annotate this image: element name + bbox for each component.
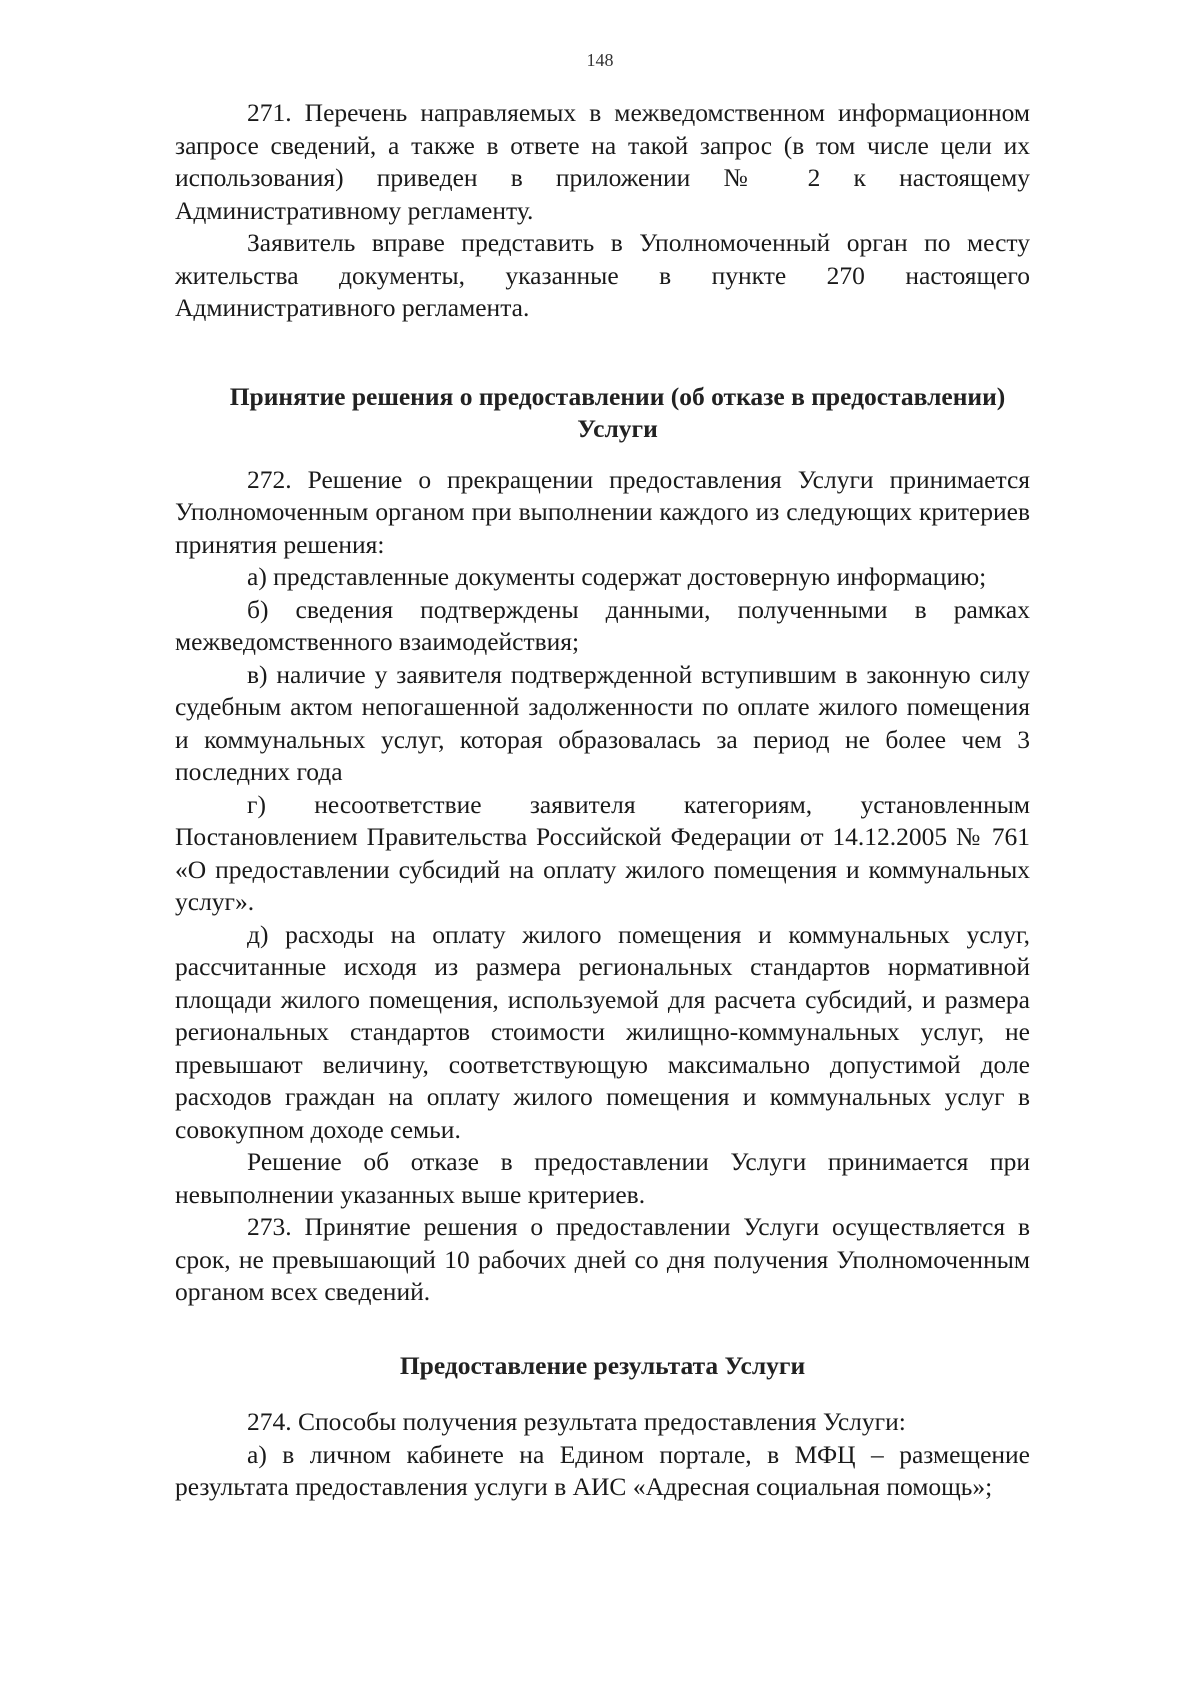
paragraph-refusal: Решение об отказе в предоставлении Услуги принимается при невыполнении указанных выше критериев. [175, 1147, 1030, 1209]
section-heading-decision: Принятие решения о предоставлении (об отказе в предоставлении) Услуги [229, 381, 1006, 443]
criterion-d: д) расходы на оплату жилого помещения и коммунальных услуг, рассчитанные исходя из размера региональных стандартов нормативной площади жилого помещения, используемой для расчета субсидий, и размера региональных стандартов стоимости жилищно-коммунальных услуг, не превышают величину, соответствующую максимально допустимой доле расходов граждан на оплату жилого помещения и коммунальных услуг в совокупном доходе семьи. [175, 919, 1030, 1144]
paragraph-applicant-right: Заявитель вправе представить в Уполномоченный орган по месту жительства документы, указанные в пункте 270 настоящего Административного регламента. [175, 228, 1030, 322]
paragraph-272: 272. Решение о прекращении предоставления Услуги принимается Уполномоченным органом при выполнении каждого из следующих критериев принятия решения: [175, 464, 1030, 559]
criterion-v: в) наличие у заявителя подтвержденной вступившим в законную силу судебным актом непогашенной задолженности по оплате жилого помещения и коммунальных услуг, которая образовалась за период не более чем 3 последних года [175, 659, 1030, 786]
criterion-a: а) представленные документы содержат достоверную информацию; [247, 562, 987, 591]
paragraph-271: 271. Перечень направляемых в межведомственном информационном запросе сведений, а также в ответе на такой запрос (в том числе цели их использования) приведен в приложении № 2 к настоящему Административному регламенту. [175, 98, 1030, 225]
document-body [175, 97, 1030, 1504]
paragraph-274: 274. Способы получения результата предоставления Услуги: [247, 1407, 906, 1436]
paragraph-273: 273. Принятие решения о предоставлении Услуги осуществляется в срок, не превышающий 10 рабочих дней со дня получения Уполномоченным органом всех сведений. [175, 1212, 1030, 1306]
section-heading-result: Предоставление результата Услуги [399, 1350, 806, 1380]
page-number: 148 [586, 50, 614, 70]
method-a: а) в личном кабинете на Едином портале, в МФЦ – размещение результата предоставления услуги в АИС «Адресная социальная помощь»; [175, 1439, 1030, 1501]
criterion-b: б) сведения подтверждены данными, полученными в рамках межведомственного взаимодействия; [175, 594, 1030, 656]
criterion-g: г) несоответствие заявителя категориям, установленным Постановлением Правительства Российской Федерации от 14.12.2005 № 761 «О предоставлении субсидий на оплату жилого помещения и коммунальных услуг». [175, 789, 1030, 916]
